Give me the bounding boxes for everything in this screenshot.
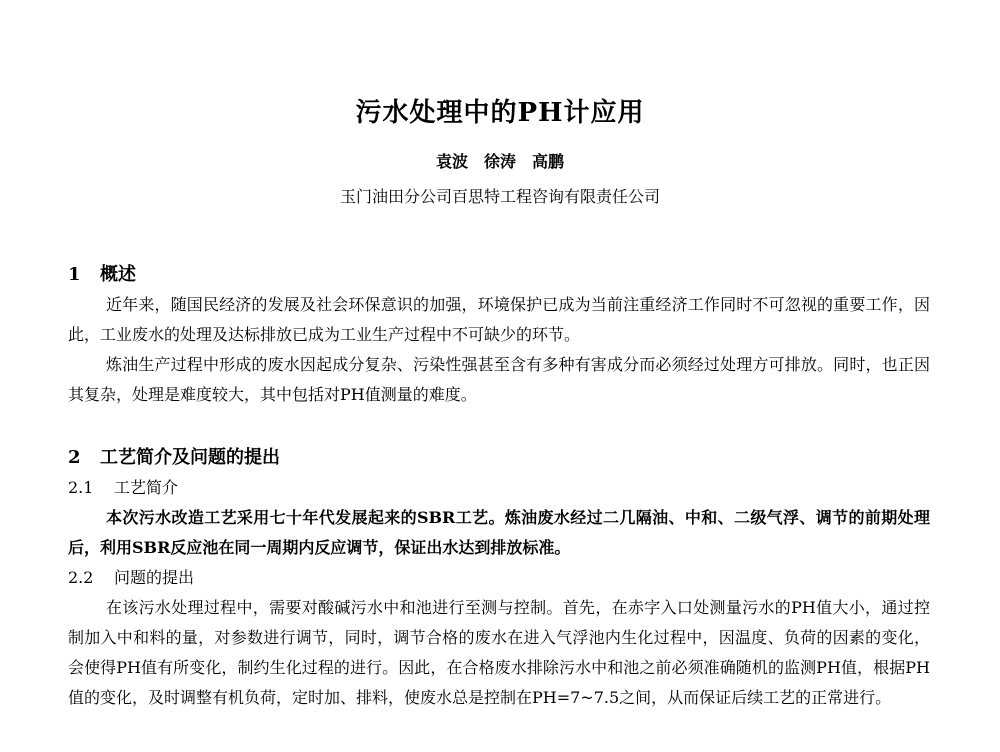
subsection-number: 2.1 [68,478,94,497]
subsection-2-2-paragraph-1: 在该污水处理过程中，需要对酸碱污水中和池进行至测与控制。首先，在赤字入口处测量污水的PH值大小，通过控制加入中和料的量，对参数进行调节，同时，调节合格的废水在进入气浮池内生化过程中，因温度、负荷的因素的变化，会使得PH值有所变化，制约生化过程的进行。因此，在合格废水排除污水中和池之前必须准确随机的监测PH值，根据PH值的变化，及时调整有机负荷，定时加、排料，使废水总是控制在PH=7~7.5之间，从而保证后续工艺的正常进行。 [68,598,930,707]
section-number: 1 [68,264,81,285]
paper-title: 污水处理中的PH计应用 [355,98,645,128]
section-2-heading [68,443,280,469]
subsection-number: 2.2 [68,568,94,587]
subsection-2-2-heading [68,565,194,588]
section-1-paragraph-1: 近年来，随国民经济的发展及社会环保意识的加强，环境保护已成为当前注重经济工作同时不可忽视的重要工作，因此，工业废水的处理及达标排放已成为工业生产过程中不可缺少的环节。 [68,295,930,344]
subsection-title: 工艺简介 [114,478,179,497]
paper-authors: 袁波 徐涛 高鹏 [435,152,564,171]
section-1-heading [68,260,136,286]
section-title: 概述 [100,264,136,285]
section-title: 工艺简介及问题的提出 [100,447,280,468]
subsection-2-1-heading [68,475,178,498]
subsection-2-1-paragraph-1: 本次污水改造工艺采用七十年代发展起来的SBR工艺。炼油废水经过二几隔油、中和、二级气浮、调节的前期处理后，利用SBR反应池在同一周期内反应调节，保证出水达到排放标准。 [68,508,930,557]
subsection-title: 问题的提出 [114,568,195,587]
paper-affiliation: 玉门油田分公司百思特工程咨询有限责任公司 [339,187,660,206]
section-1-paragraph-2: 炼油生产过程中形成的废水因起成分复杂、污染性强甚至含有多种有害成分而必须经过处理方可排放。同时，也正因其复杂，处理是难度较大，其中包括对PH值测量的难度。 [68,355,930,404]
section-number: 2 [68,447,81,468]
